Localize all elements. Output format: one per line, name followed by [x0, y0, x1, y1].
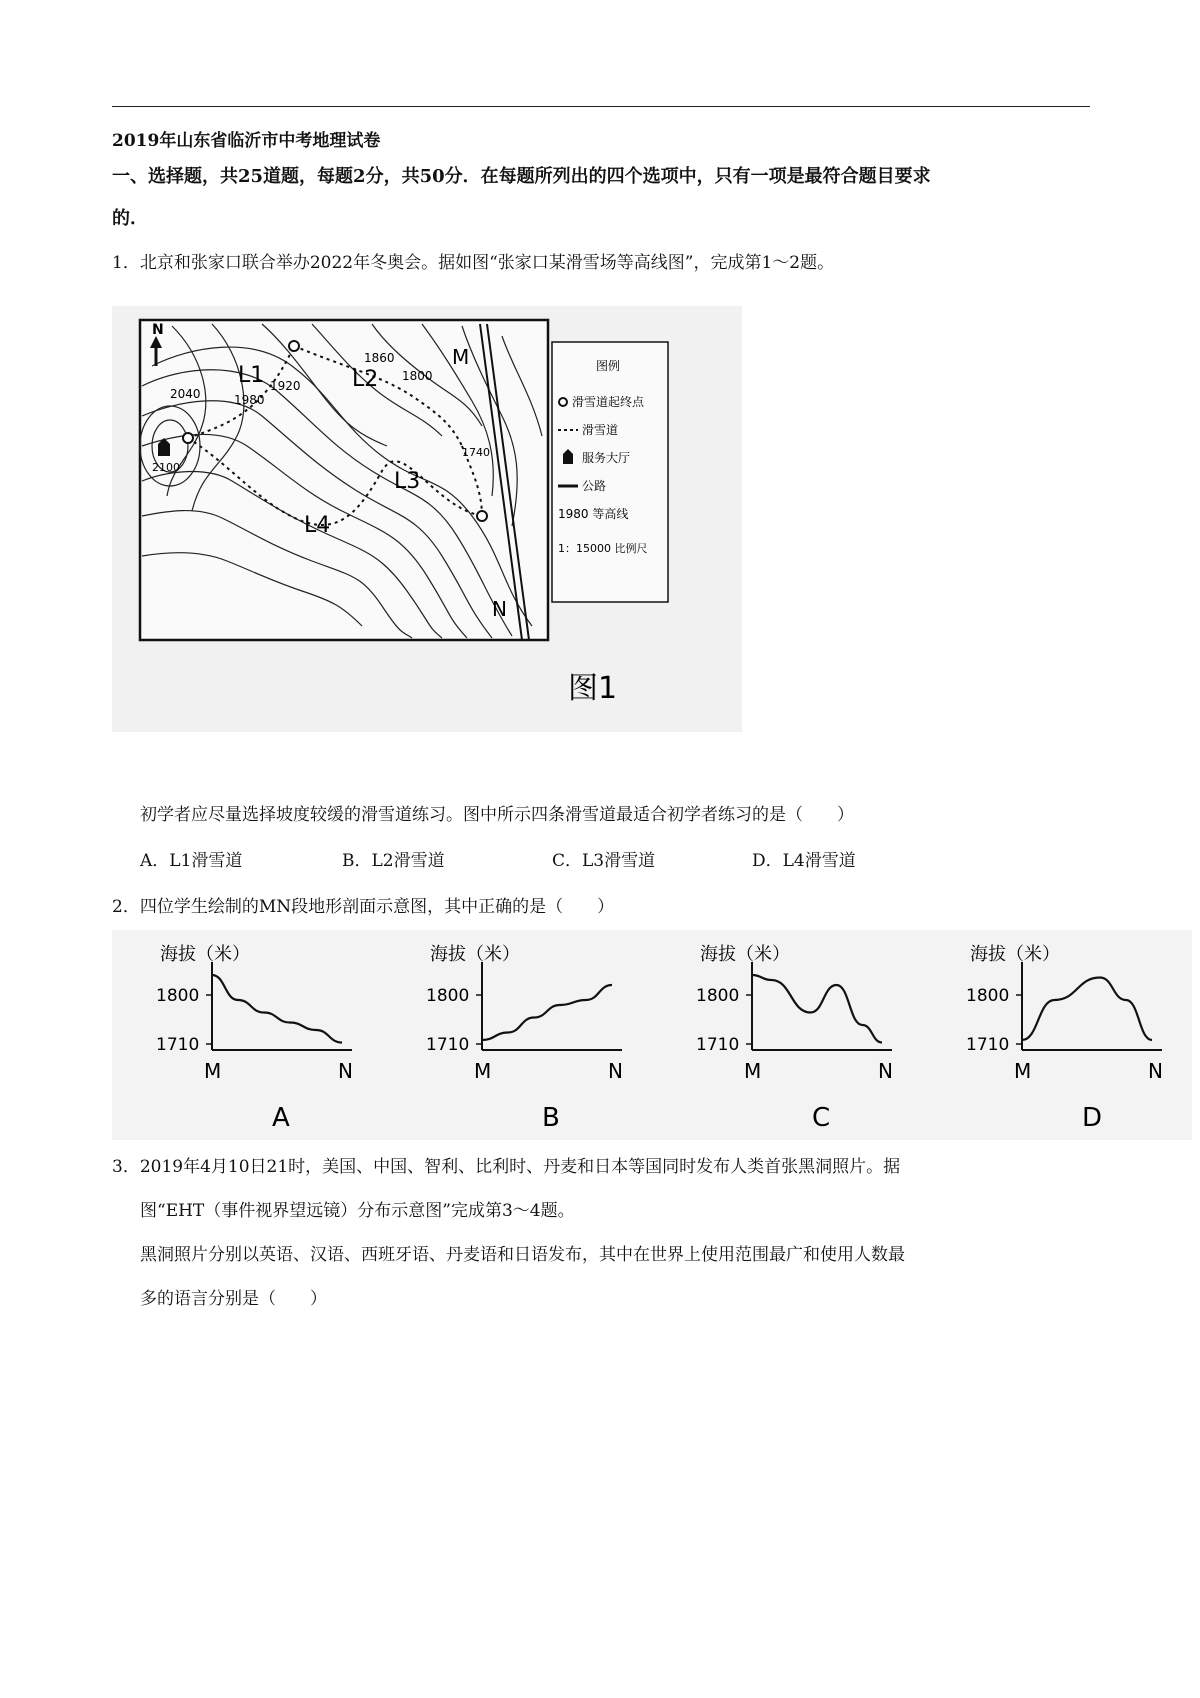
- profile-c-title: C: [812, 1103, 831, 1133]
- section-heading-line2: 的．: [112, 208, 148, 229]
- profile-d-n-label: N: [1148, 1059, 1163, 1083]
- trail-label-l1: L1: [238, 363, 265, 388]
- profile-b-ylabel: 海拔（米）: [430, 944, 520, 965]
- exam-title: 2019年山东省临沂市中考地理试卷: [112, 131, 381, 151]
- legend-box: [552, 342, 668, 602]
- question-3-line2: 图“EHT（事件视界望远镜）分布示意图”完成第3～4题。: [140, 1201, 575, 1221]
- north-label: N: [152, 322, 164, 338]
- profile-a-ylabel: 海拔（米）: [160, 944, 250, 965]
- profile-b-tick-label-1710: 1710: [426, 1035, 470, 1055]
- question-3-line4: 多的语言分别是（ ）: [140, 1289, 327, 1309]
- profile-b-n-label: N: [608, 1059, 623, 1083]
- legend-item-trail: 滑雪道: [582, 423, 619, 437]
- legend-item-contour: 1980 等高线: [558, 507, 629, 521]
- profile-charts-figure: [112, 930, 1192, 1140]
- trail-label-l3: L3: [394, 469, 421, 494]
- header-rule: [112, 106, 1090, 107]
- question-1-option-a[interactable]: A．L1滑雪道: [140, 851, 243, 871]
- profile-a-n-label: N: [338, 1059, 353, 1083]
- profile-b-tick-label-1800: 1800: [426, 986, 470, 1006]
- question-1-option-b[interactable]: B．L2滑雪道: [342, 851, 445, 871]
- question-2-stem: 2．四位学生绘制的MN段地形剖面示意图，其中正确的是（ ）: [112, 897, 615, 917]
- profile-c-ylabel: 海拔（米）: [700, 944, 790, 965]
- trail-label-l4: L4: [304, 513, 331, 538]
- contour-label-1920: 1920: [270, 379, 301, 393]
- question-1-intro: 1．北京和张家口联合举办2022年冬奥会。据如图“张家口某滑雪场等高线图”，完成第1～2题。: [112, 253, 835, 273]
- trail-label-l2: L2: [352, 367, 379, 392]
- profile-a-tick-label-1800: 1800: [156, 986, 200, 1006]
- legend-item-hall: 服务大厅: [582, 451, 631, 465]
- question-3-line1: 3．2019年4月10日21时，美国、中国、智利、比利时、丹麦和日本等国同时发布人类首张黑洞照片。据: [112, 1157, 901, 1177]
- profile-d-title: D: [1082, 1103, 1103, 1133]
- profile-d-ylabel: 海拔（米）: [970, 944, 1060, 965]
- legend-item-scale: 1：15000 比例尺: [558, 542, 648, 555]
- question-1-option-c[interactable]: C．L3滑雪道: [552, 851, 656, 871]
- profile-d-tick-label-1800: 1800: [966, 986, 1010, 1006]
- profile-c-tick-label-1710: 1710: [696, 1035, 740, 1055]
- profile-a-title: A: [272, 1103, 290, 1133]
- profile-c-m-label: M: [744, 1059, 762, 1083]
- profile-b-title: B: [542, 1103, 560, 1133]
- figure-caption: 图1: [568, 671, 618, 706]
- contour-map-figure: [112, 306, 742, 732]
- profile-c-tick-label-1800: 1800: [696, 986, 740, 1006]
- contour-label-1800: 1800: [402, 369, 433, 383]
- point-n-label: N: [492, 597, 507, 621]
- contour-label-2040: 2040: [170, 387, 201, 401]
- point-m-label: M: [452, 345, 470, 369]
- legend-title: 图例: [596, 359, 621, 373]
- question-1-option-d[interactable]: D．L4滑雪道: [752, 851, 856, 871]
- section-heading-line1: 一、选择题，共25道题，每题2分，共50分．在每题所列出的四个选项中，只有一项是最符合题目要求: [112, 166, 931, 187]
- legend-endpoint-icon: [559, 398, 567, 406]
- contour-label-2100: 2100: [152, 461, 180, 474]
- profile-c-n-label: N: [878, 1059, 893, 1083]
- contour-label-1740: 1740: [462, 446, 490, 459]
- legend-item-endpoint: 滑雪道起终点: [572, 395, 645, 409]
- question-3-line3: 黑洞照片分别以英语、汉语、西班牙语、丹麦语和日语发布，其中在世界上使用范围最广和使用人数最: [140, 1245, 905, 1265]
- profile-a-m-label: M: [204, 1059, 222, 1083]
- profile-d-tick-label-1710: 1710: [966, 1035, 1010, 1055]
- profile-b-m-label: M: [474, 1059, 492, 1083]
- profile-a-tick-label-1710: 1710: [156, 1035, 200, 1055]
- profile-d-m-label: M: [1014, 1059, 1032, 1083]
- legend-item-road: 公路: [582, 479, 607, 493]
- contour-label-1980: 1980: [234, 393, 265, 407]
- contour-label-1860: 1860: [364, 351, 395, 365]
- question-1-stem: 初学者应尽量选择坡度较缓的滑雪道练习。图中所示四条滑雪道最适合初学者练习的是（ ）: [140, 805, 854, 825]
